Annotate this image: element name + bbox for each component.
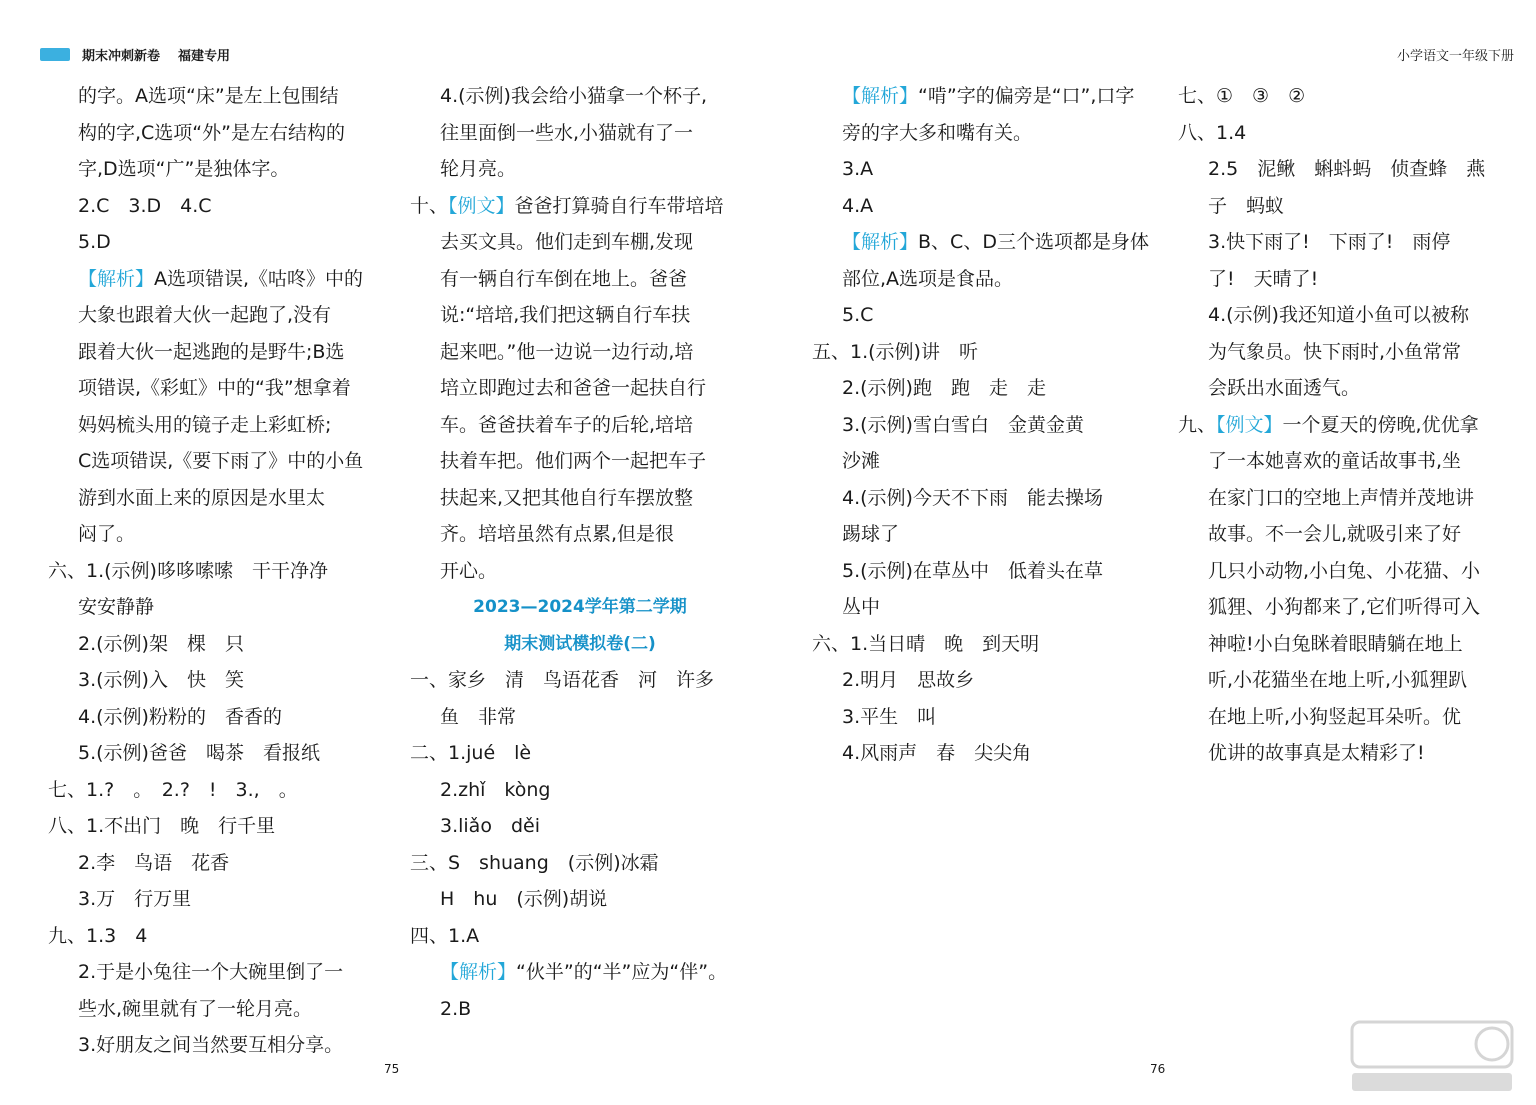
answer-line [812,662,1157,699]
answer-text: 五、1.(示例)讲 听 [812,340,978,363]
answer-line [48,480,388,517]
answer-line [410,334,750,371]
page-number-left: 75 [384,1062,400,1076]
answer-line [48,407,388,444]
answer-line [410,954,750,991]
answer-text: 起来吧。”他一边说一边行动,培 [440,340,694,363]
answer-text: 2.(示例)跑 跑 走 走 [842,377,1046,399]
answer-line [48,188,388,225]
answer-text: 往里面倒一些水,小猫就有了一 [440,121,694,144]
annotation-tag: 【例文】 [1216,413,1283,436]
answer-line [1178,662,1523,699]
answer-line [812,224,1157,261]
answer-line [812,370,1157,407]
question-number: 九、 [1178,413,1217,436]
answer-line [48,1027,388,1064]
answer-column-1 [48,78,388,1064]
answer-text: 培立即跑过去和爸爸一起扶自行 [440,377,707,399]
answer-line [48,954,388,991]
answer-text: 扶起来,又把其他自行车摆放整 [440,486,694,509]
answer-text: 在地上听,小狗竖起耳朵听。优 [1208,705,1462,728]
answer-line [48,772,388,809]
answer-line [410,772,750,809]
answer-line [410,735,750,772]
answer-line [1178,224,1523,261]
answer-line [410,918,750,955]
answer-text: 2.于是小兔往一个大碗里倒了一 [78,961,344,983]
answer-text: 扶着车把。他们两个一起把车子 [440,450,707,472]
section-heading: 期末测试模拟卷(二) [504,633,656,654]
answer-text: 3.(示例)入 快 笑 [78,669,244,691]
answer-text: 5.C [842,304,874,326]
series-badge [40,48,70,61]
answer-line [410,699,750,736]
answer-text: 车。爸爸扶着车子的后轮,培培 [440,413,694,436]
answer-line [1178,115,1523,152]
answer-text: 为气象员。快下雨时,小鱼常常 [1208,340,1462,363]
answer-line [812,699,1157,736]
answer-line [48,991,388,1028]
answer-line [48,845,388,882]
answer-text: 4.(示例)粉粉的 香香的 [78,705,282,728]
answer-column-4 [1178,78,1523,772]
answer-text: 闷了。 [78,523,136,545]
answer-line [48,881,388,918]
answer-line [410,662,750,699]
annotation-tag: 【解析】 [842,231,919,253]
answer-text: 3.(示例)雪白雪白 金黄金黄 [842,413,1084,436]
answer-text: 六、1.(示例)哆哆嗦嗦 干干净净 [48,559,328,582]
answer-text: 2.zhǐ kòng [440,778,551,801]
answer-text: 在家门口的空地上声情并茂地讲 [1208,486,1475,509]
answer-text: 3.快下雨了! 下雨了! 雨停 [1208,231,1451,253]
annotation-tag: 【解析】 [78,267,155,290]
answer-text: 妈妈梳头用的镜子走上彩虹桥; [78,413,332,436]
answer-line [1178,261,1523,298]
answer-text: 爸爸打算骑自行车带培培 [514,194,724,217]
answer-text: 一个夏天的傍晚,优优拿 [1282,413,1479,436]
answer-text: H hu (示例)胡说 [440,888,608,910]
answer-text: 踢球了 [842,523,900,545]
answer-text: 5.(示例)在草丛中 低着头在草 [842,559,1103,582]
answer-text: 七、① ③ ② [1178,85,1306,107]
answer-line [48,443,388,480]
answer-column-2 [410,78,750,1027]
answer-line [48,699,388,736]
watermark-logo [1342,1017,1522,1097]
answer-text: 3.万 行万里 [78,888,192,910]
answer-text: 3.好朋友之间当然要互相分享。 [78,1034,344,1056]
annotation-tag: 【解析】 [842,85,919,107]
answer-text: “啃”字的偏旁是“口”,口字 [918,85,1135,107]
answer-line [812,589,1157,626]
answer-line [48,589,388,626]
answer-line [812,78,1157,115]
answer-text: 4.(示例)我会给小猫拿一个杯子, [440,85,707,107]
answer-text: 2.李 鸟语 花香 [78,851,230,874]
answer-line [410,845,750,882]
answer-text: 四、1.A [410,924,480,947]
answer-text: 子 蚂蚁 [1208,194,1285,217]
answer-line [48,662,388,699]
answer-line [812,443,1157,480]
answer-text: 4.A [842,194,874,217]
answer-line [812,735,1157,772]
answer-line [48,334,388,371]
answer-text: 字,D选项“广”是独体字。 [78,158,290,180]
answer-line [48,151,388,188]
answer-text: 六、1.当日晴 晚 到天明 [812,632,1040,655]
answer-line [812,407,1157,444]
answer-text: 5.(示例)爸爸 喝茶 看报纸 [78,742,320,764]
answer-text: 旁的字大多和嘴有关。 [842,121,1033,144]
answer-line [812,188,1157,225]
series-title: 期末冲刺新卷 [82,48,161,64]
answer-text: 一、家乡 清 鸟语花香 河 许多 [410,669,715,691]
answer-text: 2.C 3.D 4.C [78,194,212,217]
answer-text: 2.5 泥鳅 蝌蚪蚂 侦查蜂 燕 [1208,158,1486,180]
answer-text: 七、1.? 。 2.? ! 3., 。 [48,778,298,801]
answer-line [410,516,750,553]
answer-line [1178,334,1523,371]
answer-text: 的字。A选项“床”是左上包围结 [78,85,339,107]
answer-text: 大象也跟着大伙一起跑了,没有 [78,304,332,326]
answer-line [410,991,750,1028]
answer-text: 游到水面上来的原因是水里太 [78,486,326,509]
answer-line [48,735,388,772]
answer-text: 八、1.不出门 晚 行千里 [48,815,276,837]
answer-text: 九、1.3 4 [48,924,148,947]
answer-line [410,553,750,590]
answer-text: 八、1.4 [1178,121,1247,144]
answer-text: 4.(示例)今天不下雨 能去操场 [842,486,1103,509]
answer-line [410,297,750,334]
answer-text: 狐狸、小狗都来了,它们听得可入 [1208,596,1481,618]
answer-line [410,808,750,845]
answer-line [1178,188,1523,225]
answer-text: 鱼 非常 [440,705,517,728]
annotation-tag: 【解析】 [440,961,517,983]
answer-line [48,297,388,334]
answer-line [812,480,1157,517]
answer-line [1178,407,1523,444]
answer-line [1178,626,1523,663]
answer-line [410,115,750,152]
answer-line [410,407,750,444]
answer-line [410,151,750,188]
answer-line [48,224,388,261]
answer-text: 2.B [440,997,472,1020]
answer-line [410,881,750,918]
answer-text: 几只小动物,小白兔、小花猫、小 [1208,559,1481,582]
answer-text: 三、S shuang (示例)冰霜 [410,851,659,874]
page-number-right: 76 [1150,1062,1166,1076]
answer-text: 部位,A选项是食品。 [842,267,1014,290]
answer-text: C选项错误,《要下雨了》中的小鱼 [78,450,364,472]
answer-line [48,261,388,298]
answer-line [812,261,1157,298]
answer-line [1178,589,1523,626]
answer-line [1178,735,1523,772]
answer-text: 3.平生 叫 [842,705,937,728]
answer-text: 神啦!小白兔眯着眼睛躺在地上 [1208,632,1463,655]
answer-text: 听,小花猫坐在地上听,小狐狸趴 [1208,669,1468,691]
answer-line [1178,480,1523,517]
answer-line [410,480,750,517]
answer-text: 3.liǎo děi [440,815,540,837]
answer-text: 二、1.jué lè [410,742,532,764]
answer-text: 些水,碗里就有了一轮月亮。 [78,997,313,1020]
answer-text: 会跃出水面透气。 [1208,377,1361,399]
answer-line [410,443,750,480]
answer-line [48,115,388,152]
answer-line [48,78,388,115]
answer-line [1178,553,1523,590]
answer-text: 沙滩 [842,450,881,472]
answer-text: 4.风雨声 春 尖尖角 [842,742,1032,764]
edition-label: 福建专用 [178,48,231,64]
answer-text: 4.(示例)我还知道小鱼可以被称 [1208,304,1469,326]
answer-text: 去买文具。他们走到车棚,发现 [440,231,694,253]
answer-line [410,78,750,115]
answer-line [48,516,388,553]
answer-line [812,115,1157,152]
answer-text: 开心。 [440,559,498,582]
answer-line [1178,699,1523,736]
answer-text: 了一本她喜欢的童话故事书,坐 [1208,450,1462,472]
answer-text: A选项错误,《咕咚》中的 [154,267,364,290]
answer-text: 故事。不一会儿,就吸引来了好 [1208,523,1462,545]
watermark-graphic [1342,1017,1522,1097]
answer-line [812,626,1157,663]
answer-line [48,808,388,845]
answer-text: 构的字,C选项“外”是左右结构的 [78,121,345,144]
answer-text: 丛中 [842,596,881,618]
answer-text: “伙半”的“半”应为“伴”。 [516,961,728,983]
answer-line [48,918,388,955]
answer-line [1178,516,1523,553]
answer-text: 5.D [78,231,111,253]
answer-text: 项错误,《彩虹》中的“我”想拿着 [78,377,351,399]
section-heading: 2023—2024学年第二学期 [473,597,687,617]
answer-line [48,553,388,590]
page-header [40,40,230,68]
answer-text: 安安静静 [78,596,155,618]
annotation-tag: 【例文】 [448,194,515,217]
answer-line [410,224,750,261]
answer-text: 齐。培培虽然有点累,但是很 [440,523,675,545]
subject-label: 小学语文一年级下册 [1396,48,1514,64]
answer-line [1178,151,1523,188]
answer-line [48,370,388,407]
answer-line [48,626,388,663]
question-number: 十、 [410,194,449,217]
answer-column-3 [812,78,1157,772]
answer-text: 了! 天晴了! [1208,267,1319,290]
answer-text: 轮月亮。 [440,158,517,180]
answer-line [812,334,1157,371]
answer-line [812,516,1157,553]
answer-text: 2.(示例)架 棵 只 [78,632,244,655]
answer-line [812,297,1157,334]
answer-text: 2.明月 思故乡 [842,669,975,691]
answer-text: B、C、D三个选项都是身体 [918,231,1149,253]
answer-line [410,370,750,407]
answer-line [1178,297,1523,334]
answer-line [812,553,1157,590]
answer-text: 优讲的故事真是太精彩了! [1208,742,1425,764]
answer-line [410,188,750,225]
answer-text: 3.A [842,158,874,180]
answer-text: 说:“培培,我们把这辆自行车扶 [440,304,691,326]
answer-line [1178,370,1523,407]
answer-text: 有一辆自行车倒在地上。爸爸 [440,267,688,290]
answer-line [1178,443,1523,480]
answer-line [1178,78,1523,115]
answer-line [410,261,750,298]
answer-line [812,151,1157,188]
answer-text: 跟着大伙一起逃跑的是野牛;B选 [78,340,345,363]
